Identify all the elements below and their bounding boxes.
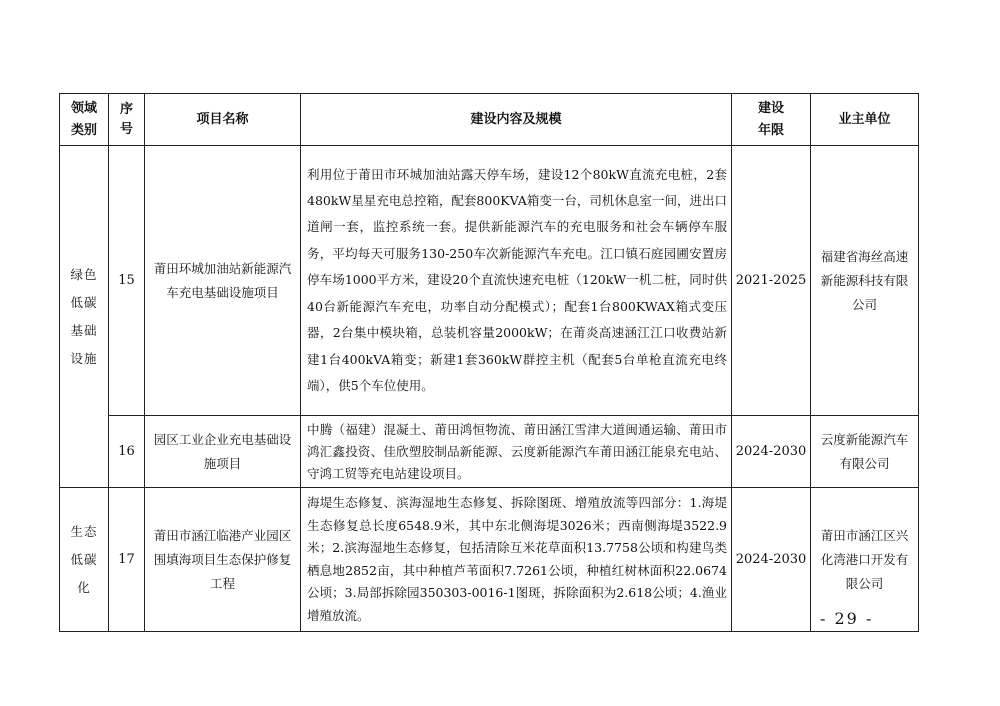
category-cell: 绿色低碳基础设施 <box>60 146 109 488</box>
project-table <box>59 93 919 632</box>
project-owner: 云度新能源汽车有限公司 <box>811 416 919 488</box>
header-owner: 业主单位 <box>811 94 919 146</box>
page-number: - 29 - <box>820 609 874 628</box>
table-row <box>60 416 919 488</box>
table-row <box>60 146 919 416</box>
project-name: 莆田环城加油站新能源汽车充电基础设施项目 <box>145 146 301 416</box>
header-years: 建设年限 <box>732 94 811 146</box>
project-content: 海堤生态修复、滨海湿地生态修复、拆除图斑、增殖放流等四部分：1.海堤生态修复总长度6548.9米，其中东北侧海堤3026米；西南侧海堤3522.9米；2.滨海湿地生态修复，包括清除互米花草面积13.7758公顷和构建鸟类栖息地2852亩，其中种植芦苇面积7.7261公顷，种植红树林面积22.0674公顷；3.局部拆除园350303-0016-1图斑，拆除面积为2.618公顷；4.渔业增殖放流。 <box>301 488 732 632</box>
header-no: 序号 <box>109 94 145 146</box>
project-owner: 福建省海丝高速新能源科技有限公司 <box>811 146 919 416</box>
table-row <box>60 488 919 632</box>
project-name: 园区工业企业充电基础设施项目 <box>145 416 301 488</box>
project-content: 中腾（福建）混凝土、莆田鸿恒物流、莆田涵江雪津大道闽通运输、莆田市鸿汇鑫投资、佳欣塑胶制品新能源、云度新能源汽车莆田涵江能泉充电站、守鸿工贸等充电站建设项目。 <box>301 416 732 488</box>
category-cell: 生态低碳化 <box>60 488 109 632</box>
header-category: 领域类别 <box>60 94 109 146</box>
row-number: 17 <box>109 488 145 632</box>
project-years: 2024-2030 <box>732 488 811 632</box>
project-name: 莆田市涵江临港产业园区围填海项目生态保护修复工程 <box>145 488 301 632</box>
project-years: 2021-2025 <box>732 146 811 416</box>
row-number: 15 <box>109 146 145 416</box>
header-content: 建设内容及规模 <box>301 94 732 146</box>
header-name: 项目名称 <box>145 94 301 146</box>
project-content: 利用位于莆田市环城加油站露天停车场，建设12个80kW直流充电桩，2套480kW星星充电总控箱，配套800KVA箱变一台，司机休息室一间，进出口道闸一套，监控系统一套。提供新能源汽车的充电服务和社会车辆停车服务，平均每天可服务130-250车次新能源汽车充电。江口镇石庭园圃安置房停车场1000平方米，建设20个直流快速充电桩（120kW一机二桩，同时供40台新能源汽车充电，功率自动分配模式）；配套1台800KWAX箱式变压器，2台集中模块箱，总装机容量2000kW；在莆炎高速涵江江口收费站新建1台400kVA箱变；新建1套360kW群控主机（配套5台单枪直流充电终端），供5个车位使用。 <box>301 146 732 416</box>
project-years: 2024-2030 <box>732 416 811 488</box>
table-header-row <box>60 94 919 146</box>
project-owner: 莆田市涵江区兴化湾港口开发有限公司 <box>811 488 919 632</box>
row-number: 16 <box>109 416 145 488</box>
